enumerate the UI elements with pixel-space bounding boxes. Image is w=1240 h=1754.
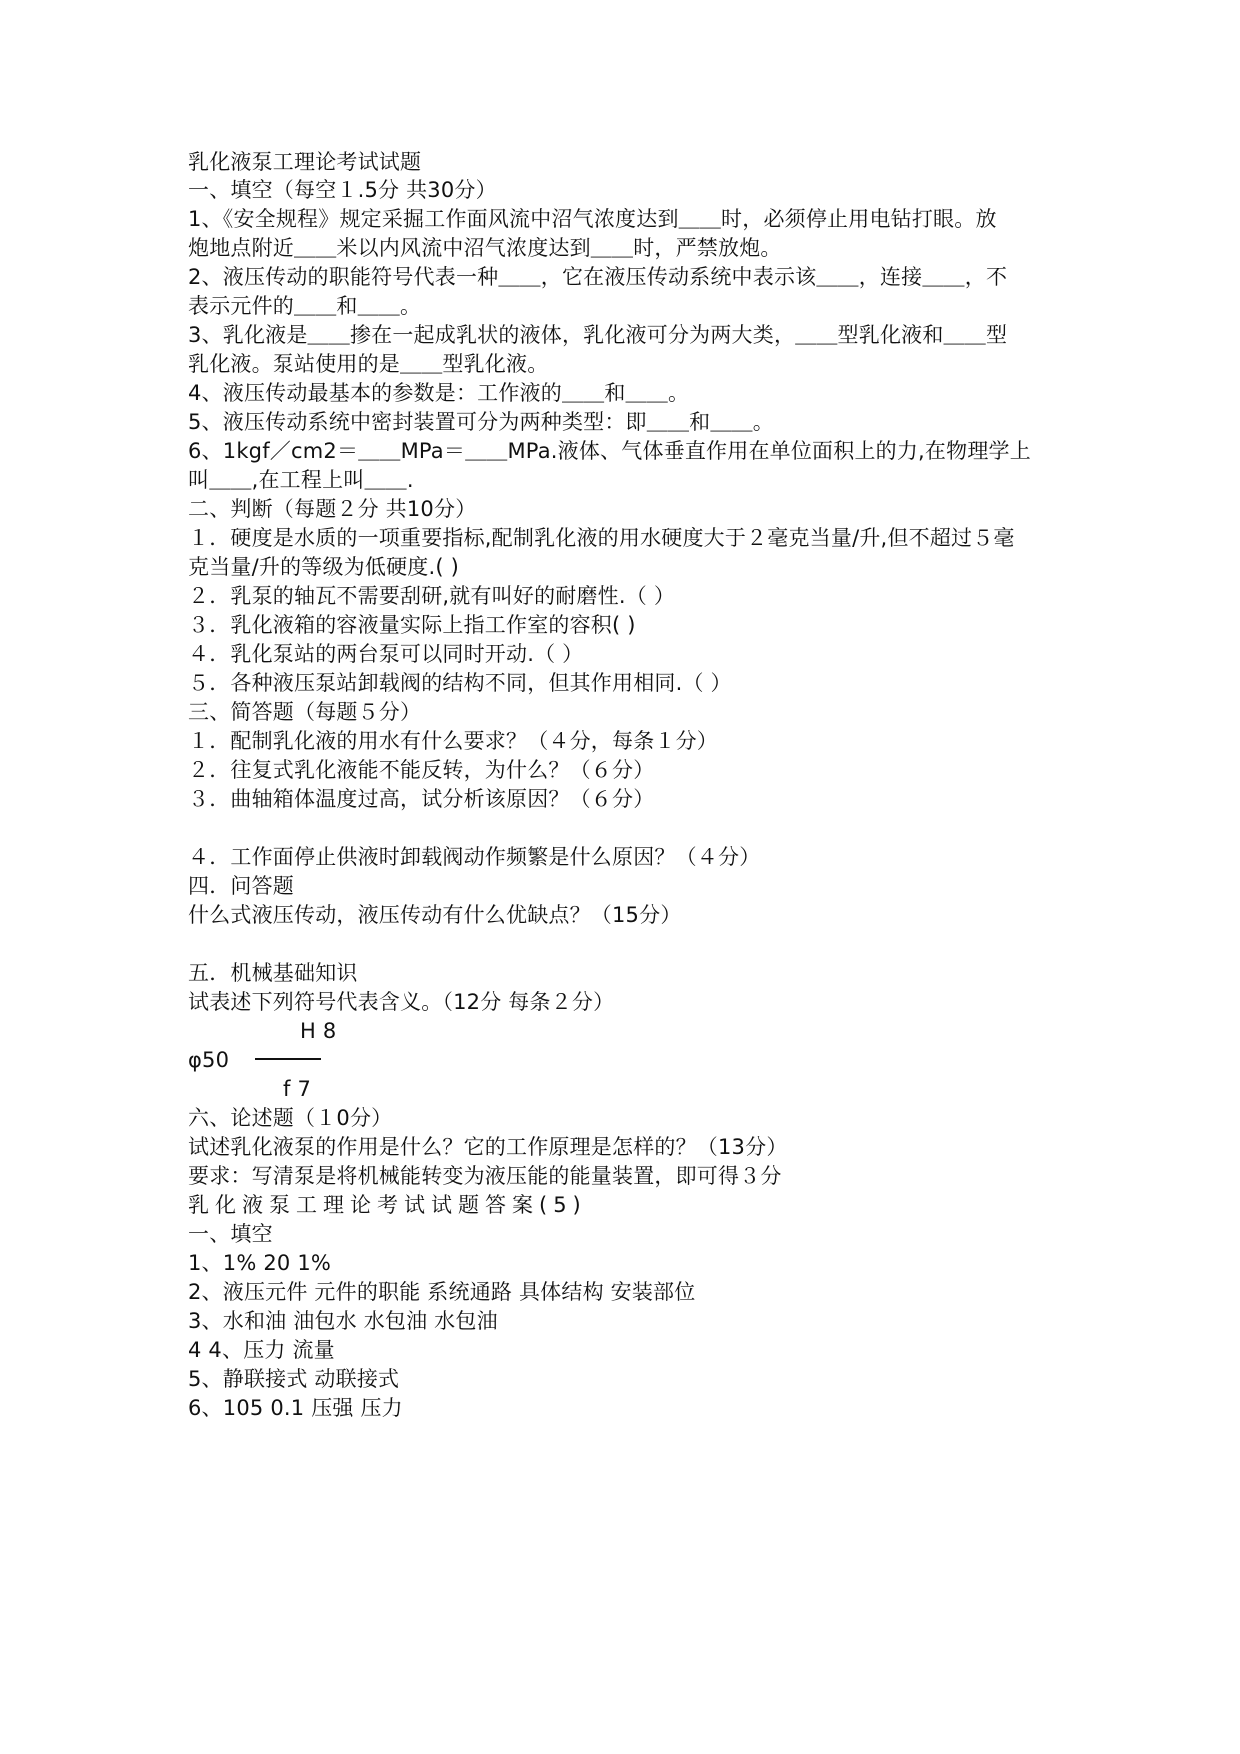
- question-text: 表示元件的＿＿和＿＿。: [188, 294, 422, 318]
- section-5-heading: 五．机械基础知识: [188, 961, 358, 985]
- question-text: ２．乳泵的轴瓦不需要刮研,就有叫好的耐磨性.（ ）: [188, 584, 676, 608]
- question-text: 2、液压传动的职能符号代表一种＿＿，它在液压传动系统中表示该＿＿，连接＿＿，不: [188, 265, 1008, 289]
- fraction-bar: [255, 1058, 321, 1060]
- question-text: ４．乳化泵站的两台泵可以同时开动.（ ）: [188, 642, 584, 666]
- question-text: 1、《安全规程》规定采掘工作面风流中沼气浓度达到＿＿时，必须停止用电钻打眼。放: [188, 207, 997, 231]
- question-text: 试述乳化液泵的作用是什么？它的工作原理是怎样的？（13分）: [188, 1135, 788, 1159]
- question-text: ２．往复式乳化液能不能反转，为什么？（６分）: [188, 758, 655, 782]
- question-text: 什么式液压传动，液压传动有什么优缺点？（15分）: [188, 903, 682, 927]
- section-2-heading: 二、判断（每题２分 共10分）: [188, 497, 477, 521]
- section-4-heading: 四．问答题: [188, 874, 294, 898]
- tolerance-formula-denominator: f 7: [283, 1077, 312, 1101]
- question-text: 5、液压传动系统中密封装置可分为两种类型：即＿＿和＿＿。: [188, 410, 774, 434]
- question-text: ５．各种液压泵站卸载阀的结构不同，但其作用相同.（ ）: [188, 671, 732, 695]
- tolerance-formula-row: [188, 1044, 1058, 1076]
- section-6-heading: 六、论述题（１0分）: [188, 1106, 393, 1130]
- question-text: 炮地点附近＿＿米以内风流中沼气浓度达到＿＿时，严禁放炮。: [188, 236, 782, 260]
- answer-line: 1、1% 20 1%: [188, 1251, 332, 1275]
- document-title: 乳化液泵工理论考试试题: [188, 150, 422, 174]
- answer-line: 2、液压元件 元件的职能 系统通路 具体结构 安装部位: [188, 1280, 696, 1304]
- answer-title: 乳化液泵工理论考试试题答案(5): [188, 1193, 587, 1217]
- answer-heading: 一、填空: [188, 1222, 273, 1246]
- answer-line: 6、105 0.1 压强 压力: [188, 1396, 403, 1420]
- question-text: 试表述下列符号代表含义。（12分 每条２分）: [188, 990, 615, 1014]
- question-text: 要求：写清泵是将机械能转变为液压能的能量装置，即可得３分: [188, 1164, 782, 1188]
- question-text: 叫＿＿,在工程上叫＿＿.: [188, 468, 414, 492]
- question-text: 乳化液。泵站使用的是＿＿型乳化液。: [188, 352, 549, 376]
- answer-line: 5、静联接式 动联接式: [188, 1367, 400, 1391]
- question-text: １．硬度是水质的一项重要指标,配制乳化液的用水硬度大于２毫克当量/升,但不超过５毫: [188, 526, 1015, 550]
- question-text: 6、1kgf／cm2＝＿＿MPa＝＿＿MPa.液体、气体垂直作用在单位面积上的力,在物理学上: [188, 439, 1031, 463]
- question-text: 4、液压传动最基本的参数是：工作液的＿＿和＿＿。: [188, 381, 690, 405]
- question-text: ４．工作面停止供液时卸载阀动作频繁是什么原因？（４分）: [188, 845, 761, 869]
- tolerance-formula-base: φ50: [188, 1048, 230, 1072]
- section-3-heading: 三、简答题（每题５分）: [188, 700, 422, 724]
- question-text: 3、乳化液是＿＿掺在一起成乳状的液体，乳化液可分为两大类，＿＿型乳化液和＿＿型: [188, 323, 1008, 347]
- question-text: ３．曲轴箱体温度过高，试分析该原因？（６分）: [188, 787, 655, 811]
- tolerance-formula-numerator: H 8: [300, 1019, 337, 1043]
- answer-line: 3、水和油 油包水 水包油 水包油: [188, 1309, 498, 1333]
- question-text: 克当量/升的等级为低硬度.( ): [188, 555, 460, 579]
- answer-line: 4 4、压力 流量: [188, 1338, 335, 1362]
- section-1-heading: 一、填空（每空１.5分 共30分）: [188, 178, 497, 202]
- question-text: ３．乳化液箱的容液量实际上指工作室的容积( ): [188, 613, 636, 637]
- question-text: １．配制乳化液的用水有什么要求？（４分，每条１分）: [188, 729, 718, 753]
